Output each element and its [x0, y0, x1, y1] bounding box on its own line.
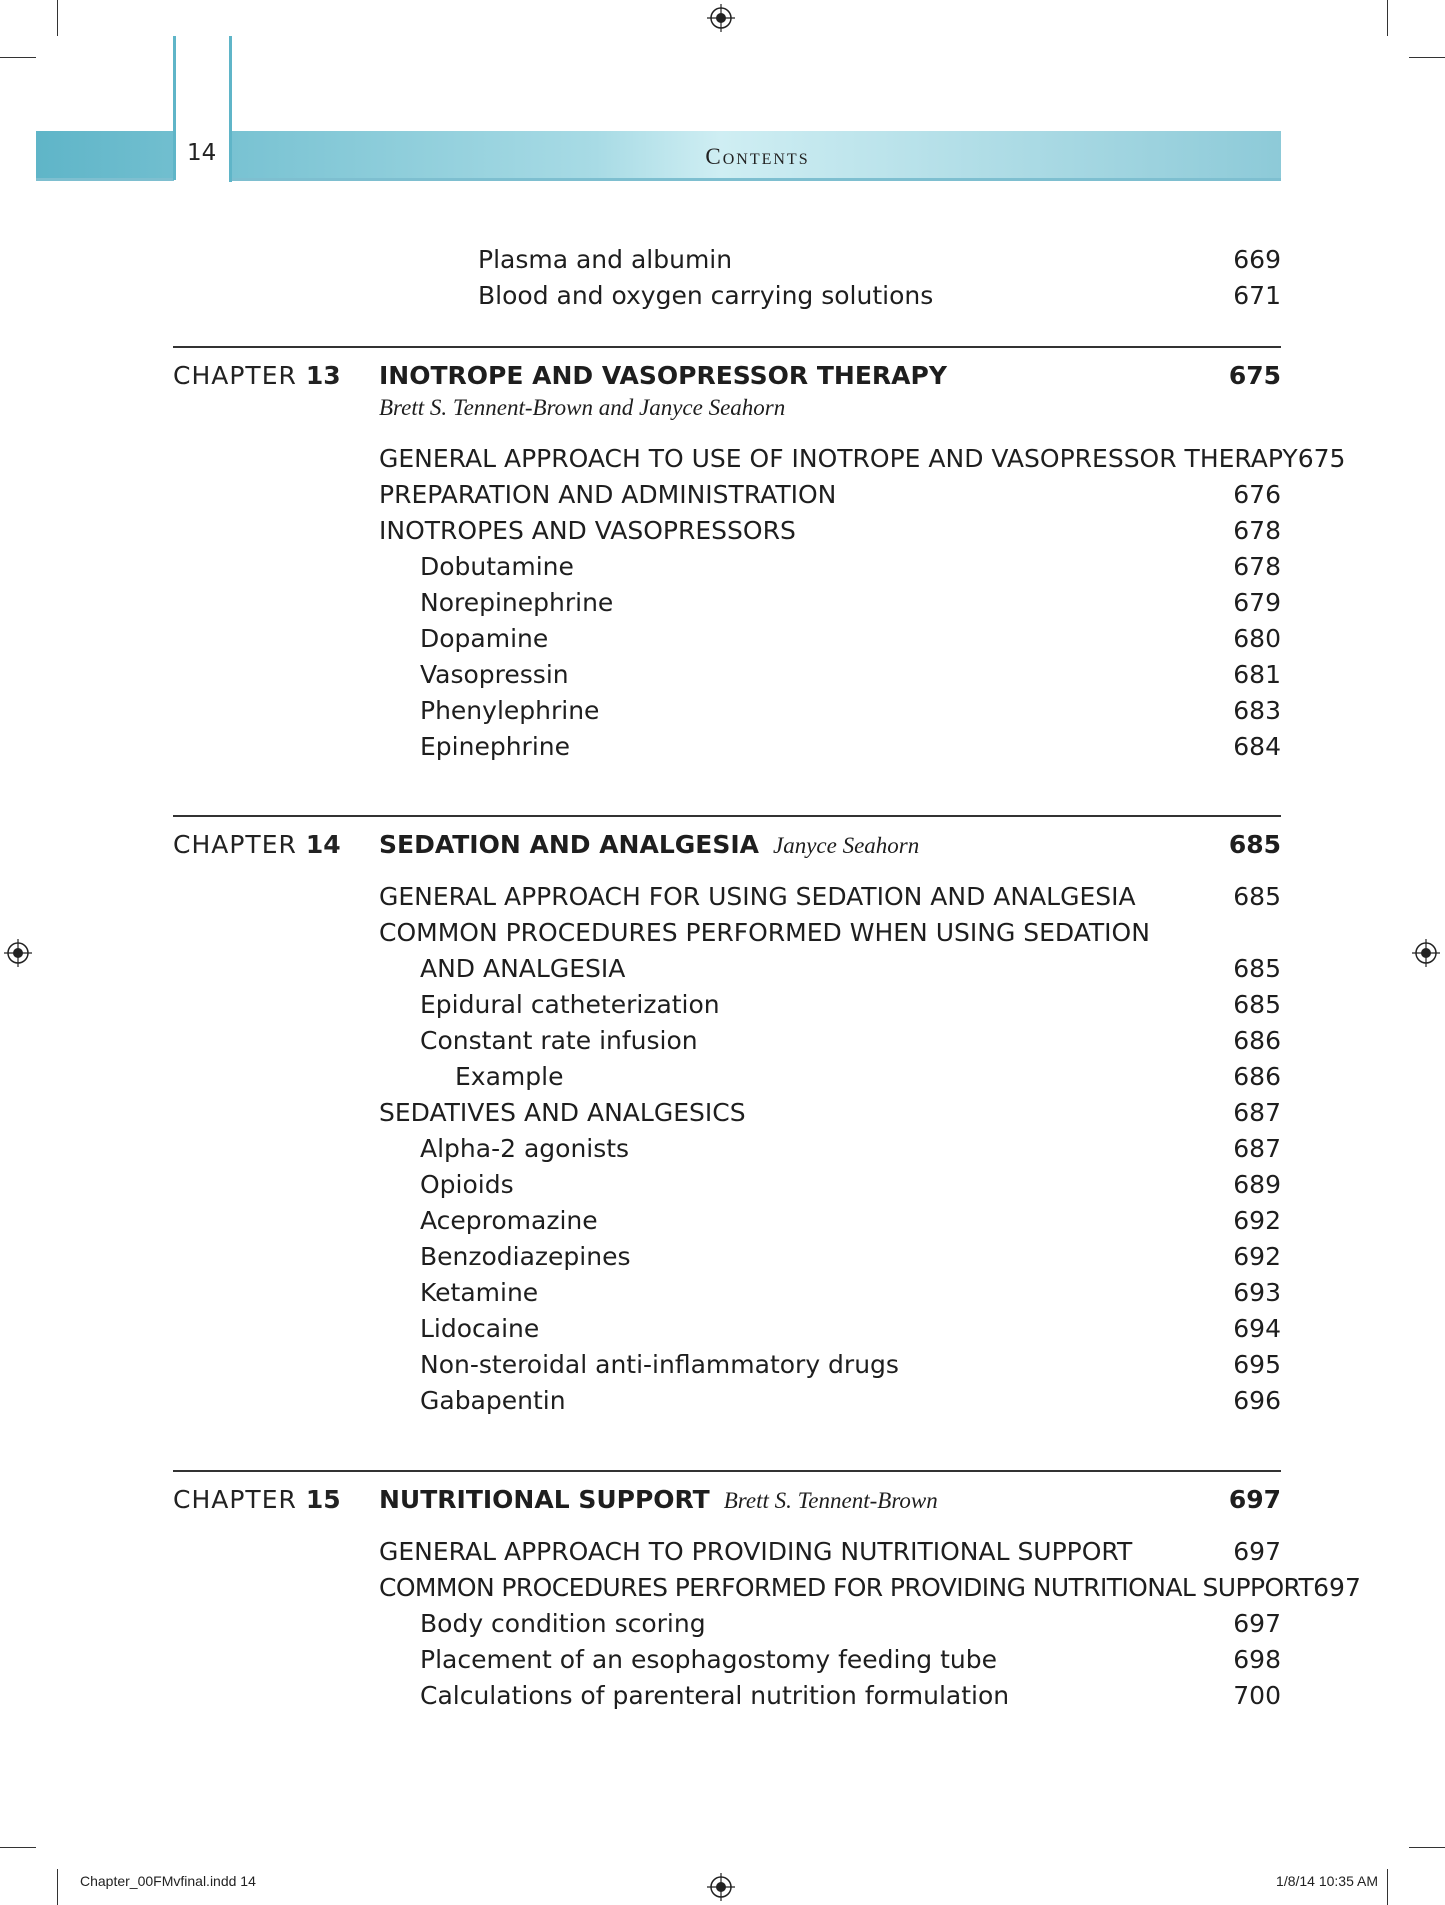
chapter-divider — [173, 815, 1281, 817]
registration-mark-icon — [707, 4, 735, 32]
crop-mark — [0, 1847, 36, 1848]
crop-mark — [1387, 0, 1388, 36]
toc-entry — [420, 660, 1281, 690]
crop-mark — [1387, 1869, 1388, 1905]
chapter-number: 15 — [305, 1485, 341, 1514]
toc-entry — [455, 1062, 1281, 1092]
toc-entry-title: COMMON PROCEDURES PERFORMED WHEN USING SEDATION — [379, 918, 1150, 947]
toc-entry-title: Alpha-2 agonists — [420, 1134, 630, 1163]
toc-entry-page: 697 — [1313, 1573, 1361, 1602]
chapter-label — [173, 1485, 341, 1514]
toc-entry-title: Plasma and albumin — [478, 245, 733, 274]
chapter-title: INOTROPE AND VASOPRESSOR THERAPY — [379, 361, 947, 390]
slug-datetime: 1/8/14 10:35 AM — [1276, 1873, 1378, 1889]
toc-entry-page: 685 — [1233, 990, 1281, 1019]
toc-entry — [420, 1350, 1281, 1380]
toc-entry — [420, 552, 1281, 582]
chapter-title-row — [379, 361, 1281, 391]
chapter-title-row — [379, 1485, 1281, 1516]
toc-entry-page: 695 — [1233, 1350, 1281, 1379]
registration-mark-icon — [1412, 939, 1440, 967]
toc-entry-page: 676 — [1233, 480, 1281, 509]
toc-entry — [420, 1645, 1281, 1675]
toc-entry — [420, 1170, 1281, 1200]
toc-entry — [379, 444, 1346, 474]
toc-entry — [420, 624, 1281, 654]
toc-entry-page: 693 — [1233, 1278, 1281, 1307]
toc-entry — [379, 1537, 1281, 1567]
toc-entry-title: GENERAL APPROACH TO USE OF INOTROPE AND VASOPRESSOR THERAPY — [379, 444, 1298, 473]
toc-entry-page: 696 — [1233, 1386, 1281, 1415]
toc-entry-title: Placement of an esophagostomy feeding tube — [420, 1645, 998, 1674]
toc-entry-page: 669 — [1233, 245, 1281, 274]
toc-entry-title: COMMON PROCEDURES PERFORMED FOR PROVIDING NUTRITIONAL SUPPORT — [379, 1573, 1314, 1602]
toc-entry-title: Blood and oxygen carrying solutions — [478, 281, 934, 310]
chapter-label — [173, 361, 341, 390]
toc-entry-title: Example — [455, 1062, 564, 1091]
toc-entry-title: Lidocaine — [420, 1314, 540, 1343]
toc-entry — [379, 1573, 1361, 1603]
chapter-author-inline: Brett S. Tennent-Brown — [723, 1488, 938, 1513]
toc-entry — [478, 281, 1281, 311]
toc-entry-page: 681 — [1233, 660, 1281, 689]
toc-entry — [420, 1206, 1281, 1236]
toc-entry-title: Acepromazine — [420, 1206, 598, 1235]
toc-entry-title: SEDATIVES AND ANALGESICS — [379, 1098, 746, 1127]
chapter-number: 13 — [305, 361, 341, 390]
toc-entry — [379, 516, 1281, 546]
chapter-label — [173, 830, 341, 859]
chapter-number: 14 — [305, 830, 341, 859]
chapter-divider — [173, 1470, 1281, 1472]
header-bar-left — [173, 36, 176, 180]
toc-entry — [420, 954, 1281, 984]
toc-entry-title: PREPARATION AND ADMINISTRATION — [379, 480, 837, 509]
toc-entry-page: 686 — [1233, 1062, 1281, 1091]
toc-entry-page: 675 — [1297, 444, 1346, 473]
chapter-author-inline: Janyce Seahorn — [773, 833, 920, 858]
toc-entry-page: 684 — [1233, 732, 1281, 761]
toc-entry-title: GENERAL APPROACH TO PROVIDING NUTRITIONAL SUPPORT — [379, 1537, 1133, 1566]
registration-mark-icon — [707, 1873, 735, 1901]
toc-entry — [420, 1386, 1281, 1416]
toc-entry — [478, 245, 1281, 275]
crop-mark — [0, 57, 36, 58]
toc-entry — [420, 1314, 1281, 1344]
toc-entry-title: Epinephrine — [420, 732, 570, 761]
toc-entry-title: Norepinephrine — [420, 588, 614, 617]
toc-entry-page: 687 — [1233, 1134, 1281, 1163]
chapter-word: CHAPTER — [173, 361, 297, 390]
chapter-title: SEDATION AND ANALGESIA — [379, 830, 760, 859]
toc-entry-page: 685 — [1233, 882, 1281, 911]
toc-entry-page: 687 — [1233, 1098, 1281, 1127]
toc-entry — [420, 588, 1281, 618]
toc-entry-page: 692 — [1233, 1242, 1281, 1271]
toc-entry-title: Ketamine — [420, 1278, 539, 1307]
toc-entry — [420, 1681, 1281, 1711]
toc-entry — [420, 1278, 1281, 1308]
toc-entry — [420, 732, 1281, 762]
toc-entry-page: 694 — [1233, 1314, 1281, 1343]
toc-entry-title: Dobutamine — [420, 552, 574, 581]
toc-entry-page: 697 — [1233, 1537, 1281, 1566]
toc-entry-page: 678 — [1233, 552, 1281, 581]
toc-entry — [379, 918, 1281, 948]
toc-entry-page: 685 — [1233, 954, 1281, 983]
crop-mark — [57, 1869, 58, 1905]
toc-entry-title: Constant rate infusion — [420, 1026, 698, 1055]
toc-entry-title: Vasopressin — [420, 660, 569, 689]
registration-mark-icon — [4, 939, 32, 967]
chapter-word: CHAPTER — [173, 1485, 297, 1514]
header-bar-right — [229, 36, 232, 182]
toc-entry — [420, 990, 1281, 1020]
toc-entry-title: Gabapentin — [420, 1386, 566, 1415]
toc-entry-title: Phenylephrine — [420, 696, 600, 725]
toc-entry-page: 698 — [1233, 1645, 1281, 1674]
chapter-divider — [173, 346, 1281, 348]
toc-entry-page: 689 — [1233, 1170, 1281, 1199]
toc-entry — [420, 1026, 1281, 1056]
toc-entry-page: 700 — [1233, 1681, 1281, 1710]
toc-entry — [420, 1242, 1281, 1272]
toc-entry-title: Benzodiazepines — [420, 1242, 631, 1271]
crop-mark — [1409, 57, 1445, 58]
chapter-page: 685 — [1228, 830, 1281, 859]
chapter-title-row — [379, 830, 1281, 861]
toc-entry — [379, 882, 1281, 912]
toc-entry — [379, 480, 1281, 510]
toc-entry-title: Opioids — [420, 1170, 514, 1199]
toc-entry-title: Dopamine — [420, 624, 549, 653]
crop-mark — [1409, 1847, 1445, 1848]
running-head: Contents — [705, 144, 810, 169]
chapter-page: 675 — [1228, 361, 1281, 390]
toc-entry-page: 671 — [1233, 281, 1281, 310]
chapter-page: 697 — [1228, 1485, 1281, 1514]
chapter-word: CHAPTER — [173, 830, 297, 859]
toc-entry-page: 683 — [1233, 696, 1281, 725]
toc-entry-title: Epidural catheterization — [420, 990, 720, 1019]
toc-entry-title: INOTROPES AND VASOPRESSORS — [379, 516, 796, 545]
toc-entry-title: Calculations of parenteral nutrition formulation — [420, 1681, 1010, 1710]
toc-entry-title: Body condition scoring — [420, 1609, 706, 1638]
crop-mark — [57, 0, 58, 36]
toc-entry-page: 679 — [1233, 588, 1281, 617]
slug-file: Chapter_00FMvfinal.indd 14 — [80, 1873, 256, 1889]
chapter-title: NUTRITIONAL SUPPORT — [379, 1485, 710, 1514]
toc-entry-title: GENERAL APPROACH FOR USING SEDATION AND ANALGESIA — [379, 882, 1136, 911]
toc-entry-page: 692 — [1233, 1206, 1281, 1235]
toc-entry — [420, 696, 1281, 726]
toc-entry — [379, 1098, 1281, 1128]
toc-entry — [420, 1134, 1281, 1164]
toc-entry — [420, 1609, 1281, 1639]
toc-entry-page: 686 — [1233, 1026, 1281, 1055]
page-number: 14 — [187, 140, 217, 166]
toc-entry-title: Non-steroidal anti-inflammatory drugs — [420, 1350, 899, 1379]
toc-entry-page: 678 — [1233, 516, 1281, 545]
toc-entry-page: 697 — [1233, 1609, 1281, 1638]
toc-entry-title: AND ANALGESIA — [420, 954, 626, 983]
toc-entry-page: 680 — [1233, 624, 1281, 653]
chapter-authors: Brett S. Tennent-Brown and Janyce Seahorn — [379, 395, 786, 420]
